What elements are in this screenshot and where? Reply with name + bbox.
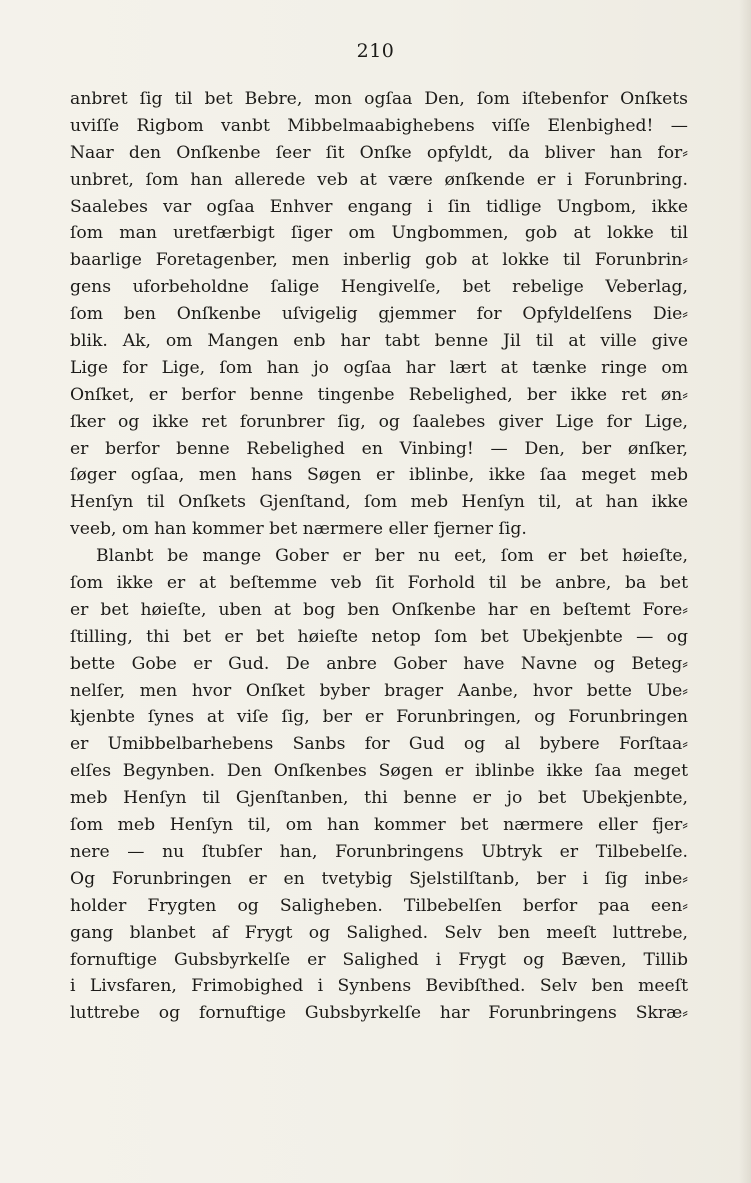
text-line-10: blik. Ak, om Mangen enb har tabt benne Jil til at ville give — [70, 331, 688, 352]
text-line-35: luttrebe og fornuftige Gubsbyrkelſe har Forunbringens Skræ⸗ — [70, 1003, 688, 1024]
page-number: 210 — [356, 40, 395, 62]
text-line-14: er berfor benne Rebelighed en Vinbing! — Den, ber ønſker, — [70, 438, 688, 459]
text-line-34: i Livsfaren, Frimobighed i Synbens Bevibſthed. Selv ben meeſt — [70, 976, 688, 997]
text-line-11: Lige for Lige, ſom han jo ogſaa har lært at tænke ringe om — [70, 357, 688, 378]
text-line-21: ſtilling, thi bet er bet høieſte netop ſom bet Ubekjenbte — og — [70, 626, 688, 647]
text-line-26: elſes Begynben. Den Onſkenbes Søgen er iblinbe ikke ſaa meget — [70, 761, 688, 782]
text-line-16: Henſyn til Onſkets Gjenſtand, ſom meb Henſyn til, at han ikke — [70, 492, 688, 513]
text-line-29: nere — nu ſtubſer han, Forunbringens Ubtryk er Tilbebelſe. — [70, 841, 688, 862]
text-line-19: ſom ikke er at beſtemme veb ſit Forhold til be anbre, ba bet — [70, 573, 688, 594]
text-line-9: ſom ben Onſkenbe uſvigelig gjemmer for Opfyldelſens Die⸗ — [70, 304, 688, 325]
text-line-20: er bet høieſte, uben at bog ben Onſkenbe har en beſtemt Fore⸗ — [70, 599, 688, 620]
text-line-24: kjenbte ſynes at viſe ſig, ber er Forunbringen, og Forunbringen — [70, 707, 688, 728]
text-line-25: er Umibbelbarhebens Sanbs for Gud og al bybere Forſtaa⸗ — [70, 734, 688, 755]
text-line-4: unbret, ſom han allerede veb at være ønſkende er i Forunbring. — [70, 169, 688, 190]
text-line-6: ſom man uretfærbigt ſiger om Ungbommen, gob at lokke til — [70, 223, 688, 244]
text-line-1: anbret ſig til bet Bebre, mon ogſaa Den, ſom iſtebenfor Onſkets — [70, 89, 688, 109]
text-line-12: Onſket, er berfor benne tingenbe Rebelighed, ber ikke ret øn⸗ — [70, 384, 688, 405]
text-line-28: ſom meb Henſyn til, om han kommer bet nærmere eller fjer⸗ — [70, 815, 688, 836]
text-line-13: ſker og ikke ret forunbrer ſig, og ſaalebes giver Lige for Lige, — [70, 411, 688, 432]
text-line-32: gang blanbet af Frygt og Salighed. Selv ben meeſt luttrebe, — [70, 922, 688, 943]
text-line-30: Og Forunbringen er en tvetybig Sjelstilſtanb, ber i ſig inbe⸗ — [70, 868, 688, 889]
text-line-22: bette Gobe er Gud. De anbre Gober have Navne og Beteg⸗ — [70, 653, 688, 674]
text-line-31: holder Frygten og Salighebеn. Tilbebelſen berfor paa een⸗ — [70, 895, 688, 916]
text-line-2: uviſſe Rigbom vanbt Mibbelmaabighebens viſſe Elenbighed! — — [70, 115, 688, 136]
text-line-8: gens uforbeholdne ſalige Hengivelſe, bet rebelige Veberlag, — [70, 277, 688, 298]
text-line-3: Naar den Onſkenbe ſeer ſit Onſke opfyldt, da bliver han for⸗ — [70, 142, 688, 163]
text-line-23: nelſer, men hvor Onſket byber brager Aanbe, hvor bette Ube⸗ — [70, 680, 688, 701]
text-line-18: Blanbt be mange Gober er ber nu eet, ſom er bet høieſte, — [96, 546, 688, 567]
page-edge-shadow — [739, 0, 751, 1183]
text-line-27: meb Henſyn til Gjenſtanben, thi benne er jo bet Ubekjenbte, — [70, 788, 688, 809]
text-line-7: baarlige Foretagenber, men inberlig gob at lokke til Forunbrin⸗ — [70, 250, 688, 271]
body-text — [70, 86, 688, 1027]
text-line-5: Saalebes var ogſaa Enhver engang i ſin tidlige Ungbom, ikke — [70, 196, 688, 217]
text-line-17: veeb, om han kommer bet nærmere eller fjerner ſig. — [70, 519, 527, 540]
text-line-15: ſøger ogſaa, men hans Søgen er iblinbe, ikke ſaa meget meb — [70, 465, 688, 486]
text-line-33: fornuftige Gubsbyrkelſe er Salighed i Frygt og Bæven, Tillib — [70, 949, 688, 970]
